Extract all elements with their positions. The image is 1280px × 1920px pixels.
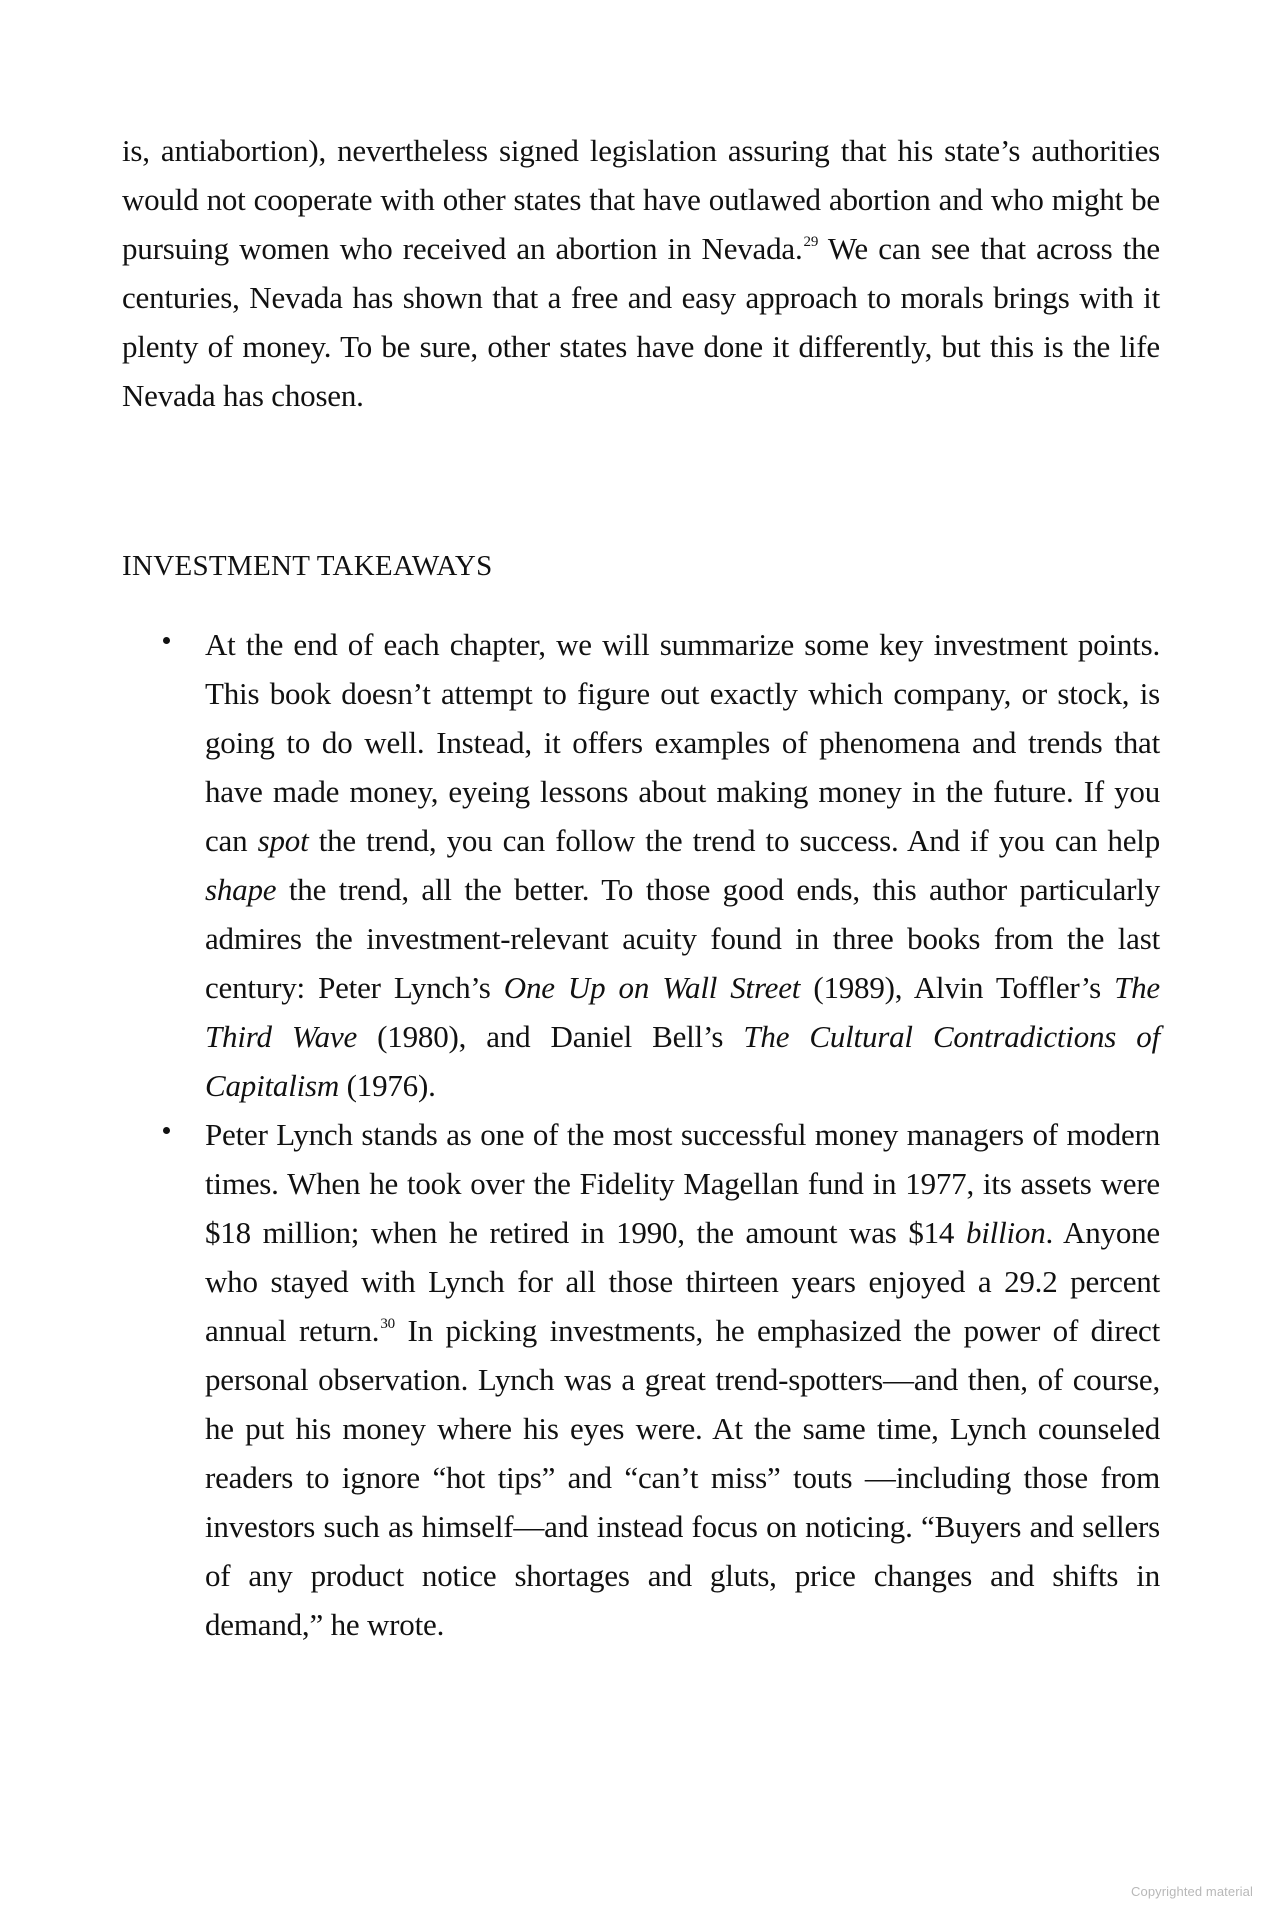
emphasis-shape: shape <box>205 872 277 907</box>
text-segment: the trend, you can follow the trend to success. And if you can help <box>308 823 1161 858</box>
text-segment: (1976). <box>339 1068 436 1103</box>
text-segment: (1980), and Daniel Bell’s <box>357 1019 744 1054</box>
book-title-cultural-contradictions: The Cultural Contradictions of Capitalism <box>205 1019 1160 1103</box>
text-segment: the trend, all the better. To those good ends, this author particularly admires the investment-relevant acuity found in three books from the last century: Peter Lynch’s <box>205 872 1160 1005</box>
text-segment: Peter Lynch stands as one of the most successful money managers of modern times. When he took over the Fidelity Magellan fund in 1977, its assets were $18 million; when he retired in 1990, the amount was $14 <box>205 1117 1160 1250</box>
intro-paragraph <box>122 126 1160 420</box>
bullet-icon <box>163 637 170 644</box>
book-page <box>122 126 1161 1642</box>
emphasis-spot: spot <box>257 823 309 858</box>
text-segment: In picking investments, he emphasized the power of direct personal observation. Lynch was a great trend-spotters—and then, of course, he put his money where his eyes were. At the same time, Lynch counseled readers to ignore “hot tips” and “can’t miss” touts —including those from investors such as himself—and instead focus on noticing. “Buyers and sellers of any product notice shortages and gluts, price changes and shifts in demand,” he wrote. <box>205 1313 1160 1642</box>
text-segment: . Anyone who stayed with Lynch for all those thirteen years enjoyed a 29.2 percent annual return. <box>205 1215 1160 1348</box>
takeaway-item-1 <box>122 620 1160 1110</box>
copyright-watermark: Copyrighted material <box>1131 1884 1253 1899</box>
intro-text-part2: We can see that across the centuries, Nevada has shown that a free and easy approach to morals brings with it plenty of money. To be sure, other states have done it differently, but this is the life Nevada has chosen. <box>122 231 1160 413</box>
footnote-ref-30[interactable]: 30 <box>380 1316 395 1332</box>
takeaway-item-2 <box>122 1110 1160 1649</box>
book-title-third-wave: The Third Wave <box>205 970 1160 1054</box>
bullet-icon <box>163 1127 170 1134</box>
text-segment: At the end of each chapter, we will summarize some key investment points. This book doesn’t attempt to figure out exactly which company, or stock, is going to do well. Instead, it offers examples of phenomena and trends that have made money, eyeing lessons about making money in the future. If you can <box>205 627 1160 858</box>
footnote-ref-29[interactable]: 29 <box>803 234 819 250</box>
text-segment: (1989), Alvin Toffler’s <box>800 970 1115 1005</box>
section-heading: INVESTMENT TAKEAWAYS <box>122 550 493 582</box>
book-title-one-up: One Up on Wall Street <box>503 970 801 1005</box>
emphasis-billion: billion <box>965 1215 1046 1250</box>
intro-text-part1: is, antiabortion), nevertheless signed legislation assuring that his state’s authorities would not cooperate with other states that have outlawed abortion and who might be pursuing women who received an abortion in Nevada. <box>122 133 1160 266</box>
takeaway-text-2 <box>205 1110 1160 1649</box>
takeaways-list <box>122 620 1160 1649</box>
takeaway-text-1 <box>205 620 1160 1110</box>
